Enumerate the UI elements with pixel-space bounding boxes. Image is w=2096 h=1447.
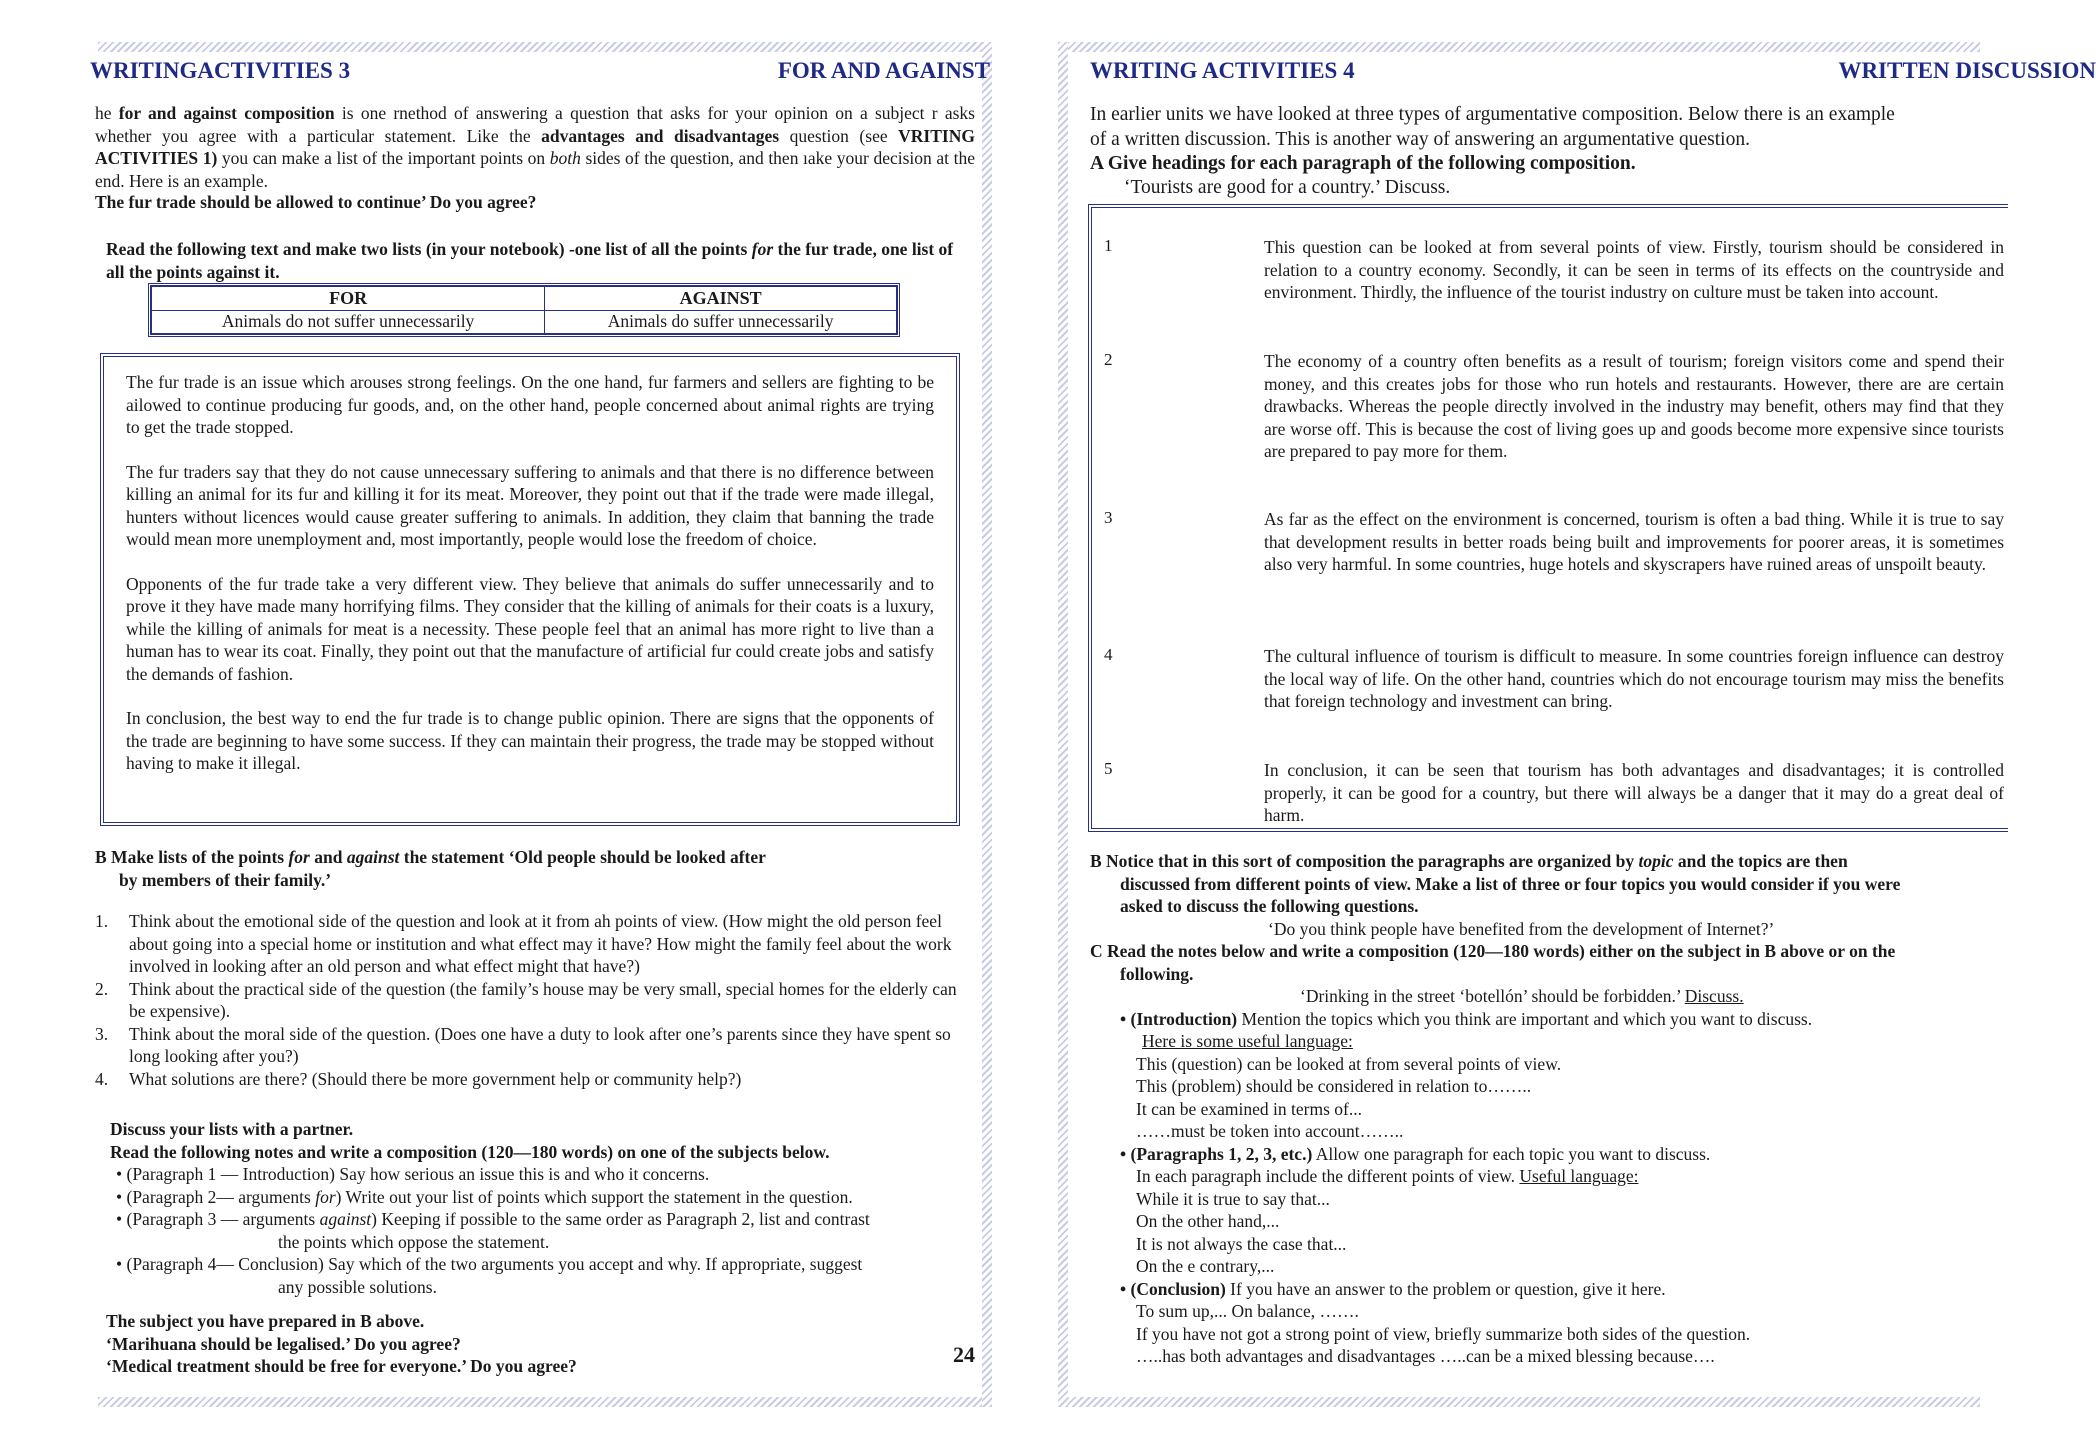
subject-line: ‘Medical treatment should be free for everyone.’ Do you agree? xyxy=(106,1356,577,1376)
left-page-top-border xyxy=(98,42,990,52)
table-header-against: AGAINST xyxy=(545,287,897,311)
paragraph-text: The economy of a country often benefits as a result of tourism; foreign visitors come and spend their money, and this creates jobs for those who run hotels and restaurants. However, there are are certain drawbacks. Whereas the people directly involved in the industry may benefit, others may find that they are worse off. This is because the cost of living goes up and goods become more expensive since tourists are prepared to pay more for them. xyxy=(1264,351,2004,461)
text-run: is one rnethod of answering a question that asks for your opinion on a subject r asks whether you agree with a particular statement. Like the xyxy=(95,103,975,146)
table-cell-for: Animals do not suffer unnecessarily xyxy=(152,310,545,334)
paragraph-text: As far as the effect on the environment is concerned, tourism is often a bad thing. While it is true to say that development results in better roads being built and improvements for poorer areas, it is sometimes also very harmful. In some countries, huge hotels and skyscrapers have ruined areas of unspoilt beauty. xyxy=(1264,509,2004,574)
task-b-line: discussed from different points of view. Make a list of three or four topics you would consider if you were xyxy=(1120,873,1901,894)
text-run: for xyxy=(288,847,310,867)
paragraph-number: 5 xyxy=(1104,759,1113,778)
note-paragraphs: • (Paragraphs 1, 2, 3, etc.) Allow one paragraph for each topic you want to discuss. xyxy=(1120,1143,1711,1164)
left-page-header xyxy=(90,58,990,98)
intro-line: of a written discussion. This is another way of answering an argumentative question. xyxy=(1090,129,1750,150)
intro-line: In earlier units we have looked at three types of argumentative composition. Below there is an example xyxy=(1090,104,1895,125)
numbered-list xyxy=(95,910,975,1090)
right-page-top-border xyxy=(1060,42,1980,52)
subject-options xyxy=(106,1310,966,1378)
discuss-line: Read the following notes and write a composition (120—180 words) on one of the subjects below. xyxy=(110,1141,830,1162)
paragraph-note: • (Paragraph 1 — Introduction) Say how serious an issue this is and who it concerns. xyxy=(116,1164,710,1184)
task-c-line: C Read the notes below and write a composition (120—180 words) either on the subject in B above or on the xyxy=(1090,941,1896,961)
left-task-a xyxy=(106,238,966,283)
right-intro xyxy=(1090,102,1990,152)
left-task-b xyxy=(95,846,975,891)
list-item: 3. Think about the moral side of the question. (Does one have a duty to look after one’s parents since they have spent so long looking after you?) xyxy=(95,1023,951,1066)
essay-paragraph: In conclusion, the best way to end the fur trade is to change public opinion. There are signs that the opponents of the trade are beginning to have some success. If they can maintain their progress, the trade may be stopped without having to make it illegal. xyxy=(126,708,934,773)
note-paragraphs-cont: In each paragraph include the different points of view. Useful language: xyxy=(1136,1166,1639,1186)
discuss-instructions xyxy=(110,1118,970,1298)
text-run: you can make a list of the important points on xyxy=(217,148,550,168)
text-run: for and against composition xyxy=(118,103,335,123)
right-page xyxy=(1076,58,2096,1418)
table-cell-against: Animals do suffer unnecessarily xyxy=(545,310,897,334)
paragraph-note-cont: the points which oppose the statement. xyxy=(278,1231,550,1252)
for-against-table xyxy=(148,283,900,337)
task-b-line: B Notice that in this sort of composition the paragraphs are organized by topic and the topics are then xyxy=(1090,851,1848,871)
language-example: ……must be token into account…….. xyxy=(1136,1121,1404,1141)
task-b-line: by members of their family.’ xyxy=(119,869,332,890)
useful-language-label: Here is some useful language: xyxy=(1142,1031,1353,1051)
paragraph-number: 3 xyxy=(1104,508,1113,527)
text-run: he xyxy=(95,103,119,123)
right-header-topic: WRITTEN DISCUSSION xyxy=(1838,58,2096,83)
list-item: 4. What solutions are there? (Should there be more government help or community help?) xyxy=(95,1068,742,1089)
page-number: 24 xyxy=(953,1342,975,1367)
language-example: It can be examined in terms of... xyxy=(1136,1098,1362,1119)
list-item: 1. Think about the emotional side of the question and look at it from ah points of view. (How might the old person feel about going into a special home or institution and what effect may it have? How might the family feel about the work involved in looking after an old person and what effect might that have?) xyxy=(95,911,952,976)
paragraph-number: 2 xyxy=(1104,350,1113,369)
paragraph-note: • (Paragraph 4— Conclusion) Say which of the two arguments you accept and why. If appropriate, suggest xyxy=(116,1254,863,1274)
left-header-title: WRITINGACTIVITIES 3 xyxy=(90,58,351,83)
right-task-c xyxy=(1090,940,1990,1368)
language-example: To sum up,... On balance, ……. xyxy=(1136,1301,1359,1321)
language-example: If you have not got a strong point of view, briefly summarize both sides of the question. xyxy=(1136,1323,1751,1344)
table-header-for: FOR xyxy=(152,287,545,311)
right-page-header xyxy=(1076,58,2096,98)
language-example: …..has both advantages and disadvantages …..can be a mixed blessing because…. xyxy=(1136,1346,1715,1366)
left-page xyxy=(90,58,990,1418)
paragraph-text: The cultural influence of tourism is difficult to measure. In some countries foreign influence can destroy the local way of life. On the other hand, countries which do not encourage tourism may miss the benefits that foreign technology and investment can bring. xyxy=(1264,646,2004,711)
paragraph-note: • (Paragraph 3 — arguments against) Keeping if possible to the same order as Paragraph 2, list and contrast xyxy=(116,1209,870,1229)
right-task-b xyxy=(1090,850,1990,940)
text-run: the statement ‘Old people should be looked after xyxy=(399,847,766,867)
fur-trade-essay-box xyxy=(100,353,960,826)
text-run: and xyxy=(309,847,347,867)
paragraph-number: 1 xyxy=(1104,236,1113,255)
paragraph-note: • (Paragraph 2— arguments for) Write out your list of points which support the statement in the question. xyxy=(116,1186,853,1207)
right-page-left-border xyxy=(1058,42,1068,1407)
right-header-title: WRITING ACTIVITIES 4 xyxy=(1090,58,1355,83)
task-b-line: asked to discuss the following questions. xyxy=(1120,896,1419,916)
language-example: This (question) can be looked at from several points of view. xyxy=(1136,1053,1562,1074)
note-introduction: • (Introduction) Mention the topics which you think are important and which you want to discuss. xyxy=(1120,1008,1813,1029)
text-run: for xyxy=(751,239,774,259)
essay-paragraph: Opponents of the fur trade take a very different view. They believe that animals do suffer unnecessarily and to prove it they have made many horrifying films. They consider that the killing of animals for their coats is a luxury, while the killing of animals for meat is a necessity. These people feel that an animal has more right to live than a human has to wear its coat. Finally, they point out that the manufacture of artificial fur could create jobs and satisfy the demands of fashion. xyxy=(126,573,934,684)
text-run: sides of the question, and then ıake your decision at the end. Here is an example. xyxy=(95,148,975,191)
task-a-title: A Give headings for each paragraph of the following composition. xyxy=(1090,153,1636,174)
essay-paragraph: The fur trade is an issue which arouses strong feelings. On the one hand, fur farmers and sellers are fighting to be ailowed to continue producing fur goods, and, on the other hand, people concerned about animal rights are trying to get the trade stopped. xyxy=(126,372,934,437)
text-run: Read the following text and make two lists (in your notebook) -one list of all the points xyxy=(106,239,752,259)
text-run: B Make lists of the points xyxy=(95,847,289,867)
text-run: against xyxy=(346,847,400,867)
discuss-line: Discuss your lists with a partner. xyxy=(110,1119,354,1139)
left-intro-question: The fur trade should be allowed to continue’ Do you agree? xyxy=(95,192,537,212)
paragraph-text: This question can be looked at from several points of view. Firstly, tourism should be considered in relation to a country economy. Secondly, it can be seen in terms of its effects on the countryside and environment. Thirdly, the influence of the tourist industry on culture must be taken into account. xyxy=(1264,237,2004,302)
left-header-topic: FOR AND AGAINST xyxy=(777,58,990,83)
paragraph-number: 4 xyxy=(1104,645,1113,664)
tourism-composition-box xyxy=(1088,204,2008,832)
language-example: On the e contrary,... xyxy=(1136,1256,1275,1276)
note-conclusion: • (Conclusion) If you have an answer to the problem or question, give it here. xyxy=(1120,1278,1666,1299)
text-run: question (see xyxy=(779,125,899,146)
left-intro-paragraph xyxy=(95,102,975,192)
task-b-line xyxy=(95,846,975,869)
language-example: While it is true to say that... xyxy=(1136,1188,1330,1209)
text-run: the fur trade, one list of all the points against it. xyxy=(106,239,954,282)
language-example: This (problem) should be considered in relation to…….. xyxy=(1136,1076,1532,1096)
language-example: It is not always the case that... xyxy=(1136,1233,1347,1254)
task-c-line: following. xyxy=(1120,963,1194,984)
subject-line: ‘Marihuana should be legalised.’ Do you agree? xyxy=(106,1333,461,1354)
paragraph-text: In conclusion, it can be seen that tourism has both advantages and disadvantages; it is controlled properly, it can be good for a country, but there will always be a danger that it may do a great deal of harm. xyxy=(1264,760,2004,825)
paragraph-note-cont: any possible solutions. xyxy=(278,1276,437,1297)
subject-line: The subject you have prepared in B above. xyxy=(106,1311,425,1331)
text-run: VRITING ACTIVITIES 1) xyxy=(95,125,975,168)
right-task-a xyxy=(1090,152,1990,200)
essay-paragraph: The fur traders say that they do not cause unnecessary suffering to animals and that there is no difference between killing an animal for its fur and killing it for its meat. Moreover, they point out that if the trade were made illegal, hunters without licences would cause greater suffering to animals. In addition, they claim that banning the trade would mean more unemployment and, most importantly, people would lose the freedom of choice. xyxy=(126,461,934,549)
task-c-question: ‘Drinking in the street ‘botellón’ should be forbidden.’ Discuss. xyxy=(1300,986,1744,1006)
list-item: 2. Think about the practical side of the question (the family’s house may be very small, special homes for the elderly can be expensive). xyxy=(95,978,957,1021)
language-example: On the other hand,... xyxy=(1136,1211,1280,1231)
text-run: both xyxy=(549,148,581,168)
task-b-question: ‘Do you think people have benefited from the development of Internet?’ xyxy=(1268,918,1775,939)
task-a-question: ‘Tourists are good for a country.’ Discuss. xyxy=(1124,177,1451,198)
text-run: advantages and disadvantages xyxy=(541,125,780,146)
